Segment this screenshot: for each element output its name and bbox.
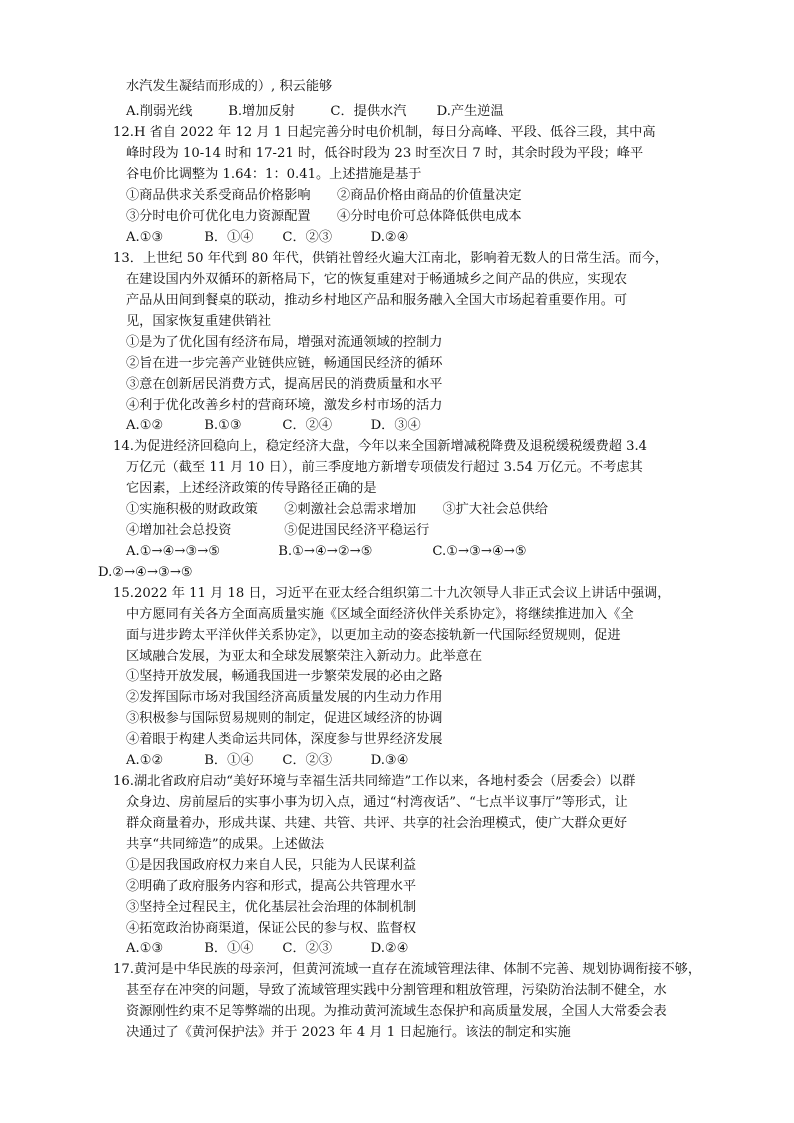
q12-option-b: B．①④ xyxy=(204,230,254,245)
q14-stem-line: 它因素，上述经济政策的传导路径正确的是 xyxy=(126,481,377,496)
q15-item-line: ①坚持开放发展，畅通我国进一步繁荣发展的必由之路 xyxy=(126,669,443,684)
q14-stem-line: 万亿元（截至 11 月 10 日），前三季度地方新增专项债发行超过 3.54 万亿元。不考虑其 xyxy=(126,460,643,475)
q11-option-b: B.增加反射 xyxy=(228,104,295,119)
q16-options xyxy=(126,939,409,960)
q16-option-d: D.②④ xyxy=(370,941,409,956)
q12-stem-line: 谷电价比调整为 1.64：1：0.41。上述措施是基于 xyxy=(126,167,422,182)
q15-option-a: A.①② xyxy=(126,753,164,768)
q13-option-a: A.①② xyxy=(126,418,164,433)
q12-stem-line: 12.H 省自 2022 年 12 月 1 日起完善分时电价机制，每日分高峰、平段、低谷三段，其中高 xyxy=(113,125,656,140)
q16-option-b: B．①④ xyxy=(204,941,254,956)
q11-option-c: C．提供水汽 xyxy=(330,104,407,119)
q13-item-line: ①是为了优化国有经济布局，增强对流通领域的控制力 xyxy=(126,335,443,350)
q17-stem-line: 17.黄河是中华民族的母亲河，但黄河流域一直存在流域管理法律、体制不完善、规划协调衔接不够， xyxy=(113,962,702,977)
q13-stem-line: 在建设国内外双循环的新格局下，它的恢复重建对于畅通城乡之间产品的供应，实现农 xyxy=(126,272,628,287)
q14-option-a: A.①→④→③→⑤ xyxy=(126,544,221,559)
q15-item-line: ④着眼于构建人类命运共同体，深度参与世界经济发展 xyxy=(126,732,443,747)
q15-item-line: ③积极参与国际贸易规则的制定，促进区域经济的协调 xyxy=(126,711,443,726)
q14-item-line: ④增加社会总投资 ⑤促进国民经济平稳运行 xyxy=(126,523,430,538)
q13-item-line: ②旨在进一步完善产业链供应链，畅通国民经济的循环 xyxy=(126,356,443,371)
q15-stem-line: 15.2022 年 11 月 18 日，习近平在亚太经合组织第二十九次领导人非正式会议上讲话中强调， xyxy=(113,586,671,601)
q13-stem-line: 13．上世纪 50 年代到 80 年代，供销社曾经火遍大江南北，影响着无数人的日常生活。而今， xyxy=(113,251,669,266)
q12-item-line: ③分时电价可优化电力资源配置 ④分时电价可总体降低供电成本 xyxy=(126,209,522,224)
q15-stem-line: 面与进步跨太平洋伙伴关系协定》，以更加主动的姿态接轨新一代国际经贸规则，促进 xyxy=(126,628,621,643)
q13-item-line: ③意在创新居民消费方式，提高居民的消费质量和水平 xyxy=(126,377,443,392)
q17-stem-line: 甚至存在冲突的问题，导致了流域管理实践中分割管理和粗放管理，污染防治法制不健全，水 xyxy=(126,983,667,998)
q15-option-c: C．②③ xyxy=(282,753,333,768)
q13-option-c: C．②④ xyxy=(282,418,333,433)
q11-option-a: A.削弱光线 xyxy=(126,104,193,119)
q14-option-d: D.②→④→③→⑤ xyxy=(98,565,193,580)
q12-options xyxy=(126,228,409,249)
q17-stem-line: 资源刚性约束不足等弊端的出现。为推动黄河流域生态保护和高质量发展，全国人大常委会表 xyxy=(126,1004,667,1019)
q15-option-b: B．①④ xyxy=(204,753,254,768)
q15-stem-line: 区域融合发展，为亚太和全球发展繁荣注入新动力。此举意在 xyxy=(126,649,483,664)
q13-stem-line: 见，国家恢复重建供销社 xyxy=(126,314,272,329)
q16-option-c: C．②③ xyxy=(282,941,333,956)
q14-options xyxy=(126,542,527,563)
q14-item-line: ①实施积极的财政政策 ②刺激社会总需求增加 ③扩大社会总供给 xyxy=(126,502,548,517)
q15-options xyxy=(126,751,409,772)
q16-stem-line: 共享“共同缔造”的成果。上述做法 xyxy=(126,837,325,852)
q16-stem-line: 群众商量着办，形成共谋、共建、共管、共评、共享的社会治理模式，使广大群众更好 xyxy=(126,816,628,831)
q16-stem-line: 众身边、房前屋后的实事小事为切入点，通过“村湾夜话”、“七点半议事厅”等形式，让 xyxy=(126,795,628,810)
q14-stem-line: 14.为促进经济回稳向上，稳定经济大盘，今年以来全国新增减税降费及退税缓税缓费超 3.4 xyxy=(113,439,648,454)
q13-option-d: D．③④ xyxy=(370,418,421,433)
q13-stem-line: 产品从田间到餐桌的联动，推动乡村地区产品和服务融入全国大市场起着重要作用。可 xyxy=(126,293,628,308)
q13-options xyxy=(126,416,421,437)
q16-option-a: A.①③ xyxy=(126,941,164,956)
q12-option-a: A.①③ xyxy=(126,230,164,245)
q16-item-line: ③坚持全过程民主，优化基层社会治理的体制机制 xyxy=(126,900,417,915)
q11-stem-continued: 水汽发生凝结而形成的）, 积云能够 xyxy=(126,79,333,94)
q11-option-d: D.产生逆温 xyxy=(436,104,504,119)
q11-options xyxy=(126,102,504,123)
q16-item-line: ①是因我国政府权力来自人民，只能为人民谋利益 xyxy=(126,858,417,873)
q17-stem-line: 决通过了《黄河保护法》并于 2023 年 4 月 1 日起施行。该法的制定和实施 xyxy=(126,1025,571,1040)
q15-option-d: D.③④ xyxy=(370,753,409,768)
q13-option-b: B.①③ xyxy=(204,418,242,433)
q12-item-line: ①商品供求关系受商品价格影响 ②商品价格由商品的价值量决定 xyxy=(126,188,522,203)
q12-stem-line: 峰时段为 10-14 时和 17-21 时，低谷时段为 23 时至次日 7 时，其余时段为平段；峰平 xyxy=(126,146,644,161)
q13-item-line: ④利于优化改善乡村的营商环境，激发乡村市场的活力 xyxy=(126,398,443,413)
q15-stem-line: 中方愿同有关各方全面高质量实施《区域全面经济伙伴关系协定》，将继续推进加入《全 xyxy=(126,607,634,622)
q15-item-line: ②发挥国际市场对我国经济高质量发展的内生动力作用 xyxy=(126,690,443,705)
q16-item-line: ②明确了政府服务内容和形式，提高公共管理水平 xyxy=(126,879,417,894)
q12-option-d: D.②④ xyxy=(370,230,409,245)
q16-stem-line: 16.湖北省政府启动“美好环境与幸福生活共同缔造”工作以来，各地村委会（居委会）以群 xyxy=(113,774,636,789)
q16-item-line: ④拓宽政治协商渠道，保证公民的参与权、监督权 xyxy=(126,921,417,936)
q14-option-c: C.①→③→④→⑤ xyxy=(432,544,527,559)
q12-option-c: C．②③ xyxy=(282,230,333,245)
q14-option-b: B.①→④→②→⑤ xyxy=(278,544,373,559)
